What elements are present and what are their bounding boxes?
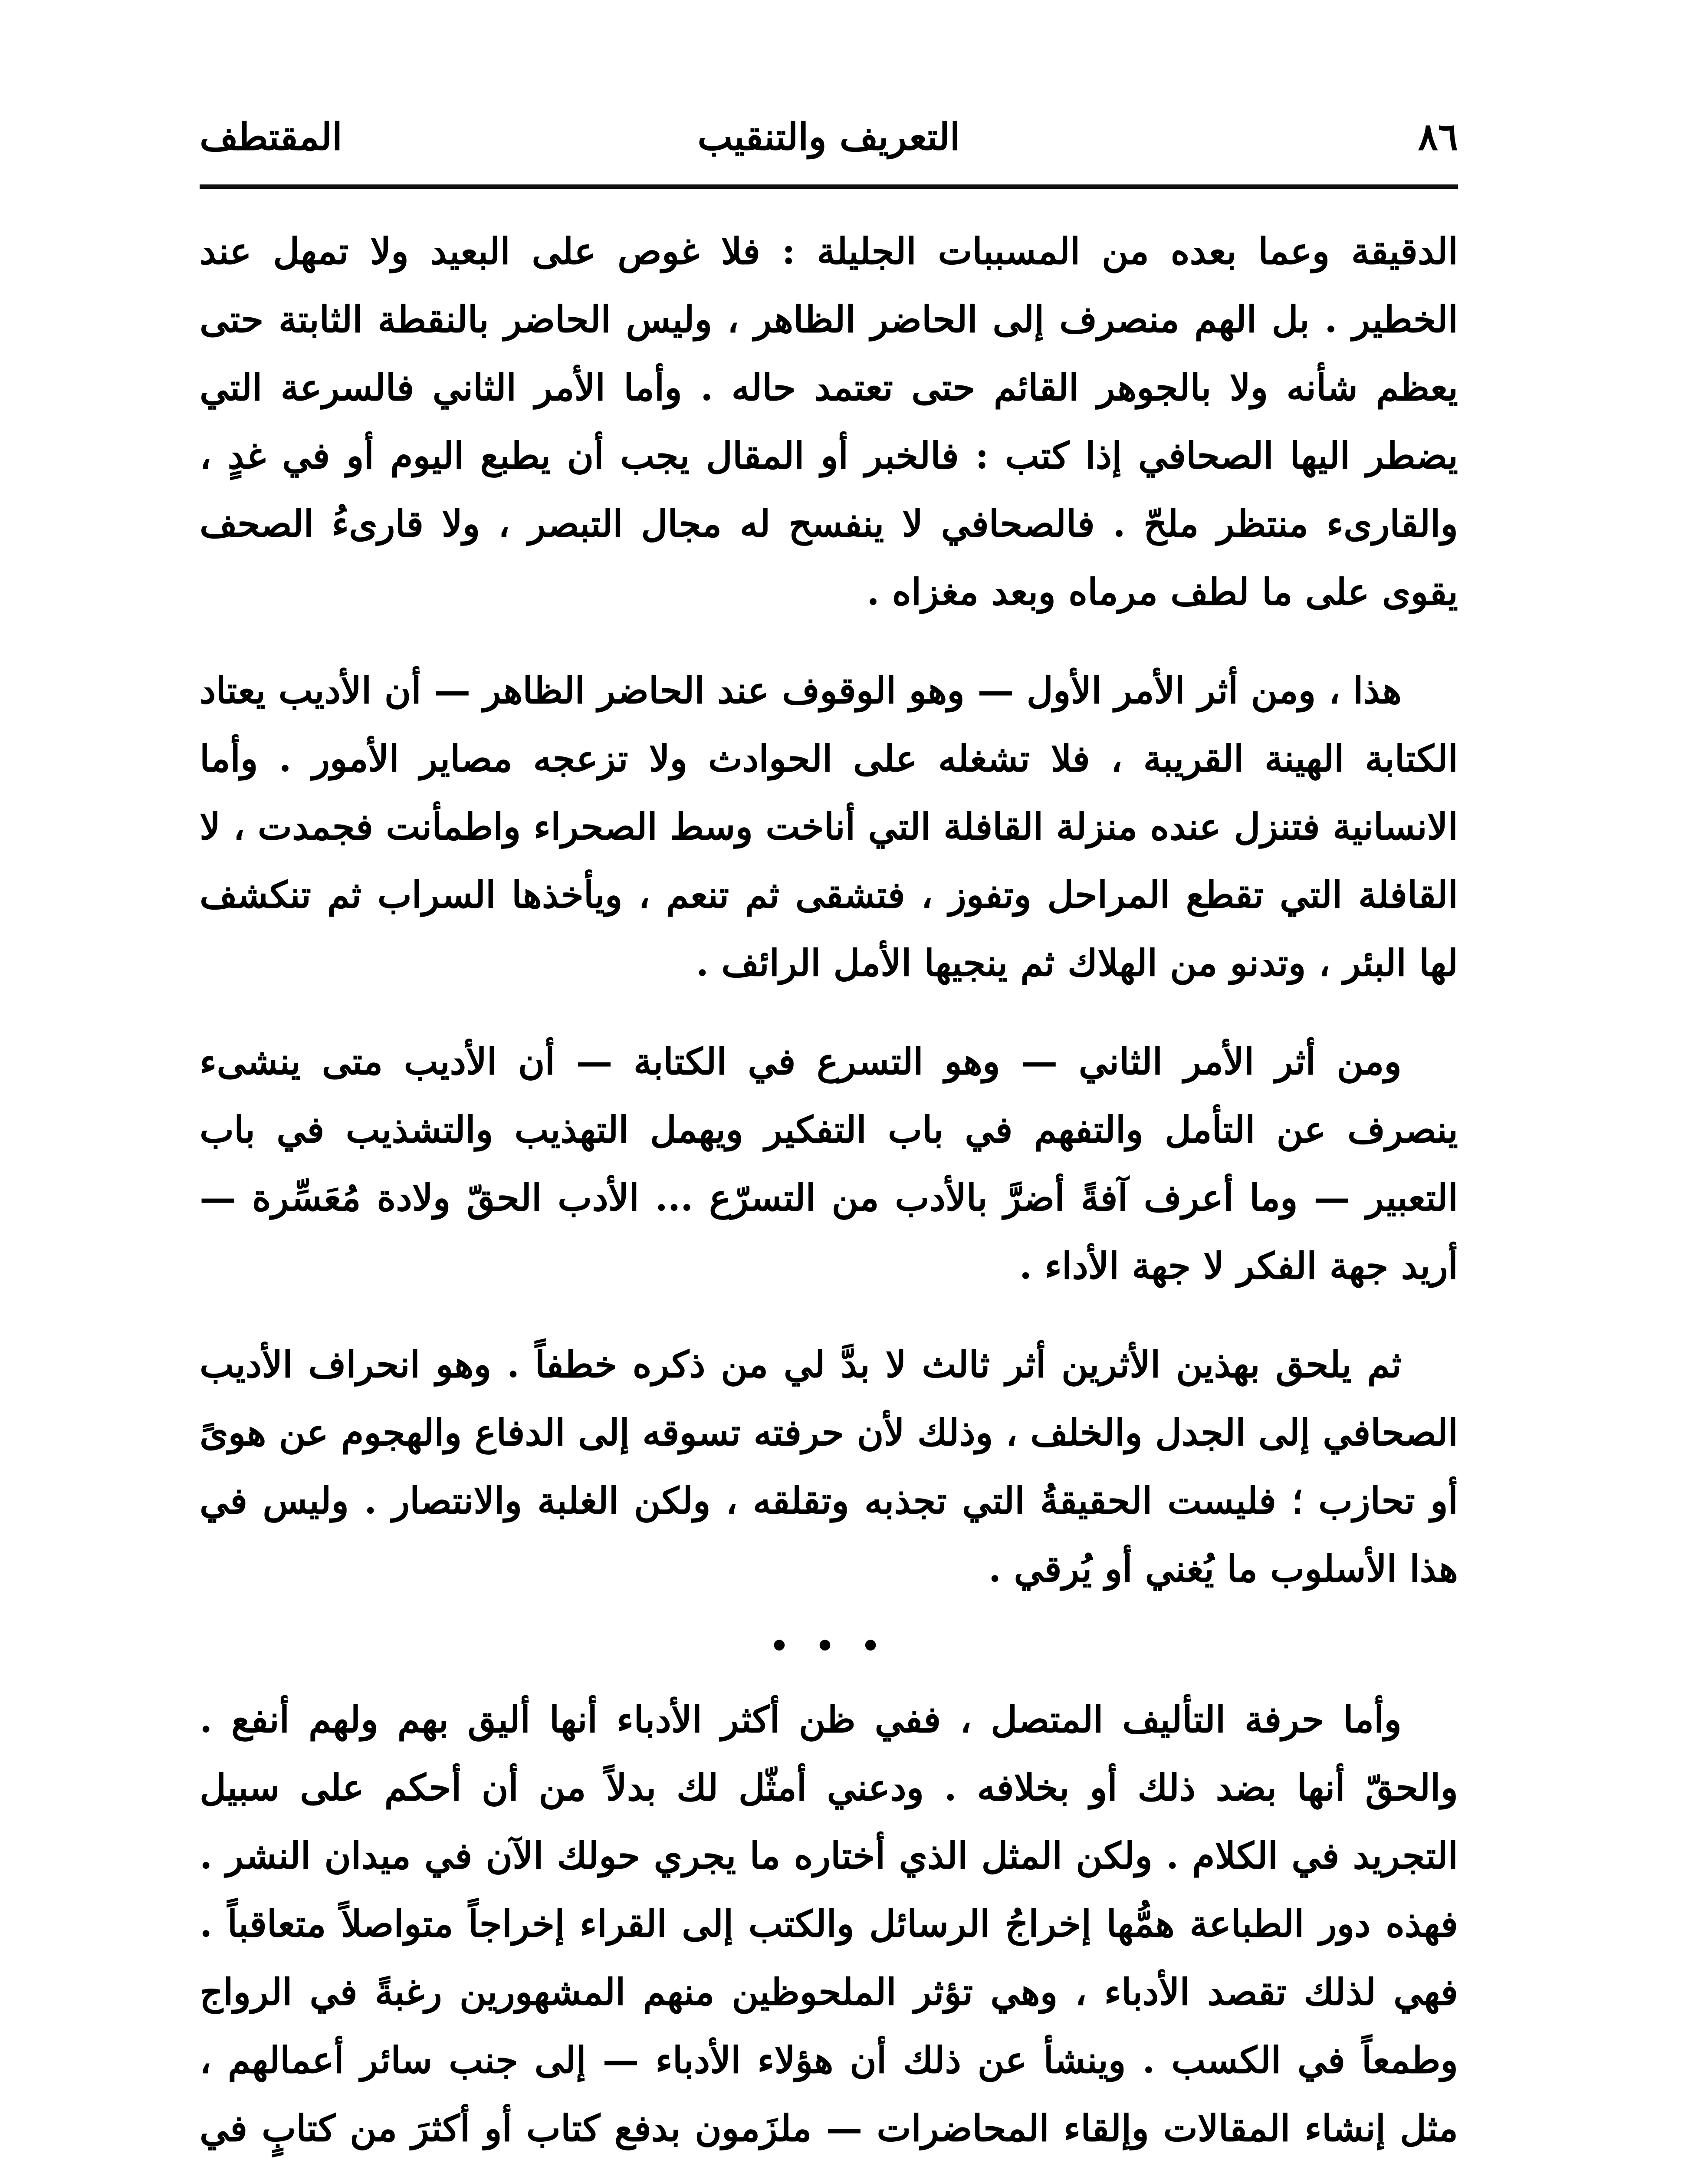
journal-name: المقتطف — [200, 115, 342, 159]
page-number: ٨٦ — [1418, 115, 1458, 159]
page-header — [200, 100, 1458, 174]
paragraph-5: وأما حرفة التأليف المتصل ، ففي ظن أكثر الأدباء أنها أليق بهم ولهم أنفع . والحقّ أنها بضد ذلك أو بخلافه . ودعني أمثّل لك بدلاً من أن أحكم على سبيل التجريد في الكلام . ولكن المثل الذي أختاره ما يجري حولك الآن في ميدان النشر . فهذه دور الطباعة همُّها إخراجُ الرسائل والكتب إلى القراء إخراجاً متواصلاً متعاقباً . فهي لذلك تقصد الأدباء ، وهي تؤثر الملحوظين منهم المشهورين رغبةً في الرواج وطمعاً في الكسب . وينشأ عن ذلك أن هؤلاء الأدباء — إلى جنب سائر أعمالهم ، مثل إنشاء المقالات وإلقاء المحاضرات — ملزَمون بدفع كتاب أو أكثرَ من كتابٍ في — [200, 1698, 1458, 2150]
paragraph-2: هذا ، ومن أثر الأمر الأول — وهو الوقوف عند الحاضر الظاهر — أن الأديب يعتاد الكتابة الهينة القريبة ، فلا تشغله على الحوادث ولا تزعجه مصاير الأمور . وأما الانسانية فتنزل عنده منزلة القافلة التي أناخت وسط الصحراء واطمأنت فجمدت ، لا القافلة التي تقطع المراحل وتفوز ، فتشقى ثم تنعم ، ويأخذها السراب ثم تنكشف لها البئر ، وتدنو من الهلاك ثم ينجيها الأمل الرائف . — [200, 669, 1458, 984]
running-title: التعريف والتنقيب — [697, 115, 960, 159]
header-rule — [200, 184, 1458, 189]
section-separator: • • • — [769, 1628, 888, 1664]
paragraph-1: الدقيقة وعما بعده من المسببات الجليلة : فلا غوص على البعيد ولا تمهل عند الخطير . بل الهم منصرف إلى الحاضر الظاهر ، وليس الحاضر بالنقطة الثابتة حتى يعظم شأنه ولا بالجوهر القائم حتى تعتمد حاله . وأما الأمر الثاني فالسرعة التي يضطر اليها الصحافي إذا كتب : فالخبر أو المقال يجب أن يطبع اليوم أو في غدٍ ، والقارىء منتظر ملحّ . فالصحافي لا ينفسح له مجال التبصر ، ولا قارىءُ الصحف يقوى على ما لطف مرماه وبعد مغزاه . — [200, 230, 1458, 613]
paragraph-3: ومن أثر الأمر الثاني — وهو التسرع في الكتابة — أن الأديب متى ينشىء ينصرف عن التأمل والتفهم في باب التفكير ويهمل التهذيب والتشذيب في باب التعبير — وما أعرف آفةً أضرَّ بالأدب من التسرّع ... الأدب الحقّ ولادة مُعَسِّرة — أريد جهة الفكر لا جهة الأداء . — [200, 1040, 1458, 1287]
paragraph-4: ثم يلحق بهذين الأثرين أثر ثالث لا بدَّ لي من ذكره خطفاً . وهو انحراف الأديب الصحافي إلى الجدل والخلف ، وذلك لأن حرفته تسوقه إلى الدفاع والهجوم عن هوىً أو تحازب ؛ فليست الحقيقةُ التي تجذبه وتقلقه ، ولكن الغلبة والانتصار . وليس في هذا الأسلوب ما يُغني أو يُرقي . — [200, 1343, 1458, 1590]
page-body — [200, 217, 1458, 2170]
